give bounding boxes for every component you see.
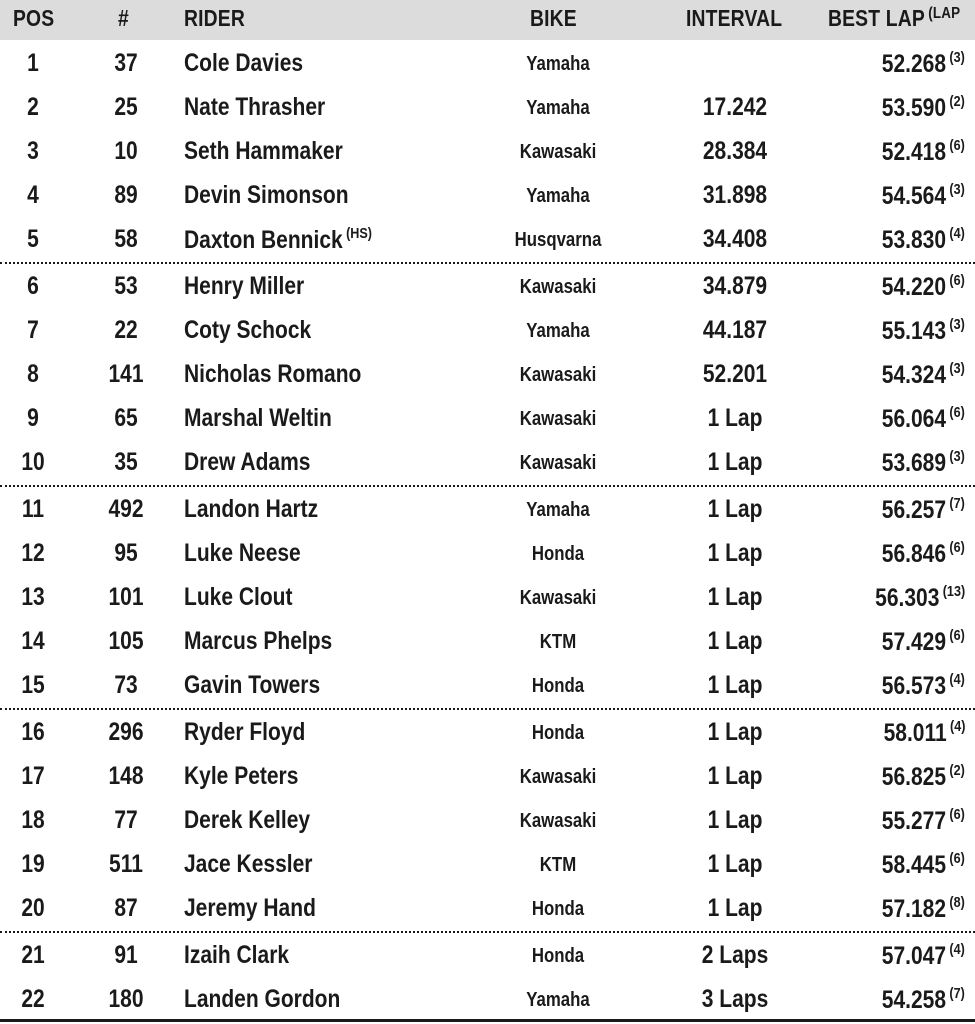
position-cell: 14 — [21, 627, 45, 655]
best-lap-number: (6) — [949, 806, 965, 823]
best-lap-time: 52.268 — [881, 50, 947, 78]
table-row — [0, 664, 975, 708]
rider-name: Luke Neese — [184, 539, 301, 567]
table-row — [0, 887, 975, 931]
table-row — [0, 934, 975, 978]
rider-cell — [184, 448, 310, 477]
table-row — [0, 711, 975, 755]
best-lap-time: 56.825 — [881, 763, 947, 791]
interval-cell: 1 Lap — [707, 850, 763, 878]
best-lap-cell — [882, 404, 965, 434]
bike-cell: Kawasaki — [519, 364, 597, 386]
position-cell: 10 — [21, 448, 45, 476]
table-row — [0, 265, 975, 309]
rider-name: Drew Adams — [184, 448, 311, 476]
table-bottom-border — [0, 1019, 975, 1022]
best-lap-cell — [882, 272, 965, 302]
bike-cell: Honda — [531, 675, 585, 697]
number-cell: 91 — [114, 941, 138, 969]
interval-cell: 1 Lap — [707, 894, 763, 922]
interval-cell: 1 Lap — [707, 404, 763, 432]
table-row — [0, 576, 975, 620]
rider-class-tag: (HS) — [346, 225, 372, 242]
rider-name: Coty Schock — [184, 316, 312, 344]
best-lap-number: (6) — [949, 137, 965, 154]
best-lap-cell — [882, 806, 965, 836]
best-lap-time: 58.011 — [883, 719, 947, 747]
rider-cell — [184, 225, 372, 255]
position-cell: 2 — [27, 93, 39, 121]
best-lap-time: 57.182 — [881, 895, 947, 923]
best-lap-number: (6) — [949, 272, 965, 289]
rider-name: Marcus Phelps — [184, 627, 333, 655]
number-cell: 492 — [108, 495, 144, 523]
table-row — [0, 42, 975, 86]
best-lap-time: 54.220 — [881, 273, 947, 301]
bike-cell: KTM — [539, 631, 577, 653]
bike-cell: Yamaha — [526, 185, 590, 207]
rider-cell — [184, 583, 293, 612]
best-lap-cell — [882, 985, 965, 1015]
position-cell: 16 — [21, 718, 45, 746]
best-lap-time: 57.429 — [881, 628, 947, 656]
bike-cell: Yamaha — [526, 53, 590, 75]
best-lap-number: (2) — [949, 93, 965, 110]
number-cell: 141 — [108, 360, 144, 388]
number-cell: 105 — [108, 627, 144, 655]
best-lap-number: (3) — [949, 49, 965, 66]
number-cell: 65 — [114, 404, 138, 432]
interval-cell: 34.879 — [702, 272, 768, 300]
bike-cell: Kawasaki — [519, 276, 597, 298]
best-lap-number: (6) — [949, 539, 965, 556]
best-lap-cell — [882, 360, 965, 390]
interval-cell: 28.384 — [702, 137, 768, 165]
rider-name: Landen Gordon — [184, 985, 341, 1013]
number-cell: 73 — [114, 671, 138, 699]
interval-cell: 1 Lap — [707, 718, 763, 746]
table-row — [0, 799, 975, 843]
rider-name: Seth Hammaker — [184, 137, 343, 165]
best-lap-time: 56.573 — [881, 672, 947, 700]
number-cell: 89 — [114, 181, 138, 209]
number-cell: 95 — [114, 539, 138, 567]
interval-cell: 44.187 — [702, 316, 768, 344]
best-lap-cell — [882, 850, 965, 880]
rider-cell — [184, 137, 343, 166]
interval-cell: 1 Lap — [707, 448, 763, 476]
rider-cell — [184, 850, 312, 879]
best-lap-time: 58.445 — [881, 851, 947, 879]
table-row — [0, 309, 975, 353]
rider-name: Marshal Weltin — [184, 404, 332, 432]
best-lap-cell — [882, 137, 965, 167]
interval-cell: 52.201 — [702, 360, 768, 388]
header-best-lap-sup: (LAP — [928, 5, 961, 22]
number-cell: 296 — [108, 718, 144, 746]
interval-cell: 17.242 — [702, 93, 768, 121]
bike-cell: Kawasaki — [519, 766, 597, 788]
best-lap-cell — [875, 583, 965, 613]
position-cell: 17 — [21, 762, 45, 790]
number-cell: 180 — [108, 985, 144, 1013]
best-lap-time: 55.277 — [881, 807, 947, 835]
best-lap-cell — [882, 941, 965, 971]
rider-cell — [184, 181, 349, 210]
position-cell: 20 — [21, 894, 45, 922]
best-lap-number: (3) — [949, 360, 965, 377]
best-lap-number: (7) — [949, 495, 965, 512]
interval-cell: 1 Lap — [707, 495, 763, 523]
best-lap-cell — [882, 762, 965, 792]
bike-cell: Kawasaki — [519, 587, 597, 609]
rider-name: Devin Simonson — [184, 181, 349, 209]
best-lap-time: 56.257 — [881, 496, 947, 524]
bike-cell: Yamaha — [526, 97, 590, 119]
bike-cell: Kawasaki — [519, 810, 597, 832]
rider-name: Henry Miller — [184, 272, 305, 300]
header-interval: INTERVAL — [686, 5, 783, 31]
best-lap-time: 56.303 — [874, 584, 940, 612]
number-cell: 53 — [114, 272, 138, 300]
rider-cell — [184, 762, 298, 791]
table-row — [0, 843, 975, 887]
best-lap-number: (3) — [949, 316, 965, 333]
position-cell: 13 — [21, 583, 45, 611]
rider-cell — [184, 627, 332, 656]
position-cell: 7 — [27, 316, 39, 344]
table-row — [0, 86, 975, 130]
position-cell: 9 — [27, 404, 39, 432]
best-lap-number: (2) — [949, 762, 965, 779]
best-lap-time: 53.830 — [881, 226, 947, 254]
rider-cell — [184, 272, 304, 301]
position-cell: 18 — [21, 806, 45, 834]
number-cell: 37 — [114, 49, 138, 77]
header-pos: POS — [13, 5, 55, 31]
rider-name: Daxton Bennick — [184, 226, 343, 254]
position-cell: 21 — [21, 941, 45, 969]
interval-cell: 1 Lap — [707, 671, 763, 699]
rider-cell — [184, 985, 340, 1014]
table-row — [0, 620, 975, 664]
position-cell: 8 — [27, 360, 39, 388]
table-row — [0, 755, 975, 799]
best-lap-number: (6) — [949, 627, 965, 644]
position-cell: 12 — [21, 539, 45, 567]
best-lap-number: (6) — [949, 404, 965, 421]
rider-cell — [184, 894, 316, 923]
best-lap-time: 55.143 — [881, 317, 947, 345]
position-cell: 19 — [21, 850, 45, 878]
rider-cell — [184, 671, 320, 700]
rider-name: Jeremy Hand — [184, 894, 316, 922]
best-lap-cell — [882, 671, 965, 701]
table-row — [0, 218, 975, 262]
best-lap-number: (3) — [949, 181, 965, 198]
interval-cell: 34.408 — [702, 225, 768, 253]
number-cell: 87 — [114, 894, 138, 922]
best-lap-cell — [882, 316, 965, 346]
interval-cell: 31.898 — [702, 181, 768, 209]
rider-name: Nicholas Romano — [184, 360, 362, 388]
best-lap-cell — [882, 539, 965, 569]
rider-cell — [184, 404, 332, 433]
position-cell: 3 — [27, 137, 39, 165]
best-lap-number: (4) — [949, 941, 965, 958]
best-lap-cell — [883, 718, 965, 748]
header-bike: BIKE — [530, 5, 577, 31]
rider-cell — [184, 495, 318, 524]
bike-cell: Yamaha — [526, 320, 590, 342]
rider-name: Luke Clout — [184, 583, 293, 611]
number-cell: 148 — [108, 762, 144, 790]
best-lap-cell — [882, 894, 965, 924]
bike-cell: Kawasaki — [519, 141, 597, 163]
rider-name: Derek Kelley — [184, 806, 311, 834]
rider-cell — [184, 93, 325, 122]
table-row — [0, 174, 975, 218]
rider-cell — [184, 539, 301, 568]
position-cell: 6 — [27, 272, 39, 300]
best-lap-cell — [882, 448, 965, 478]
number-cell: 58 — [114, 225, 138, 253]
number-cell: 22 — [114, 316, 138, 344]
rider-cell — [184, 316, 311, 345]
best-lap-time: 57.047 — [881, 942, 947, 970]
rider-name: Nate Thrasher — [184, 93, 326, 121]
interval-cell: 1 Lap — [707, 583, 763, 611]
position-cell: 11 — [21, 495, 45, 523]
interval-cell: 1 Lap — [707, 806, 763, 834]
group-separator — [0, 708, 975, 710]
best-lap-cell — [882, 181, 965, 211]
best-lap-number: (7) — [949, 985, 965, 1002]
best-lap-time: 52.418 — [881, 138, 947, 166]
rider-cell — [184, 806, 310, 835]
bike-cell: Kawasaki — [519, 408, 597, 430]
best-lap-time: 54.258 — [881, 986, 947, 1014]
best-lap-time: 56.846 — [881, 540, 947, 568]
position-cell: 22 — [21, 985, 45, 1013]
number-cell: 35 — [114, 448, 138, 476]
table-row — [0, 130, 975, 174]
best-lap-number: (8) — [949, 894, 965, 911]
bike-cell: Honda — [531, 898, 585, 920]
bike-cell: Honda — [531, 722, 585, 744]
number-cell: 25 — [114, 93, 138, 121]
bike-cell: Yamaha — [526, 499, 590, 521]
rider-name: Gavin Towers — [184, 671, 321, 699]
best-lap-number: (13) — [942, 583, 965, 600]
group-separator — [0, 262, 975, 264]
number-cell: 10 — [114, 137, 138, 165]
best-lap-number: (4) — [949, 225, 965, 242]
header-best-lap — [828, 5, 960, 32]
best-lap-time: 56.064 — [881, 405, 947, 433]
table-row — [0, 397, 975, 441]
rider-cell — [184, 941, 289, 970]
position-cell: 5 — [27, 225, 39, 253]
table-row — [0, 441, 975, 485]
best-lap-cell — [882, 49, 965, 79]
bike-cell: Yamaha — [526, 989, 590, 1011]
interval-cell: 1 Lap — [707, 627, 763, 655]
interval-cell: 2 Laps — [701, 941, 769, 969]
rider-name: Cole Davies — [184, 49, 304, 77]
best-lap-time: 54.564 — [881, 182, 947, 210]
number-cell: 511 — [109, 850, 143, 878]
bike-cell: Husqvarna — [514, 229, 602, 251]
best-lap-cell — [882, 93, 965, 123]
position-cell: 4 — [27, 181, 39, 209]
table-row — [0, 532, 975, 576]
rider-name: Ryder Floyd — [184, 718, 306, 746]
rider-name: Landon Hartz — [184, 495, 319, 523]
bike-cell: Honda — [531, 945, 585, 967]
interval-cell: 1 Lap — [707, 539, 763, 567]
rider-cell — [184, 360, 361, 389]
number-cell: 101 — [108, 583, 144, 611]
best-lap-number: (4) — [949, 671, 965, 688]
group-separator — [0, 931, 975, 933]
header-best-lap-label: BEST LAP — [828, 5, 925, 31]
number-cell: 77 — [114, 806, 138, 834]
header-number: # — [118, 5, 129, 31]
best-lap-cell — [882, 495, 965, 525]
table-row — [0, 353, 975, 397]
bike-cell: Honda — [531, 543, 585, 565]
table-header — [0, 0, 975, 40]
rider-name: Jace Kessler — [184, 850, 313, 878]
best-lap-cell — [882, 627, 965, 657]
bike-cell: Kawasaki — [519, 452, 597, 474]
best-lap-time: 53.590 — [881, 94, 947, 122]
rider-name: Kyle Peters — [184, 762, 299, 790]
interval-cell: 1 Lap — [707, 762, 763, 790]
rider-cell — [184, 49, 303, 78]
best-lap-number: (4) — [949, 718, 965, 735]
rider-name: Izaih Clark — [184, 941, 290, 969]
rider-cell — [184, 718, 305, 747]
group-separator — [0, 485, 975, 487]
best-lap-number: (6) — [949, 850, 965, 867]
best-lap-time: 54.324 — [881, 361, 947, 389]
header-rider: RIDER — [184, 5, 245, 31]
best-lap-number: (3) — [949, 448, 965, 465]
bike-cell: KTM — [539, 854, 577, 876]
best-lap-time: 53.689 — [881, 449, 947, 477]
position-cell: 15 — [21, 671, 45, 699]
best-lap-cell — [882, 225, 965, 255]
position-cell: 1 — [27, 49, 39, 77]
interval-cell: 3 Laps — [701, 985, 769, 1013]
table-row — [0, 488, 975, 532]
table-row — [0, 978, 975, 1022]
